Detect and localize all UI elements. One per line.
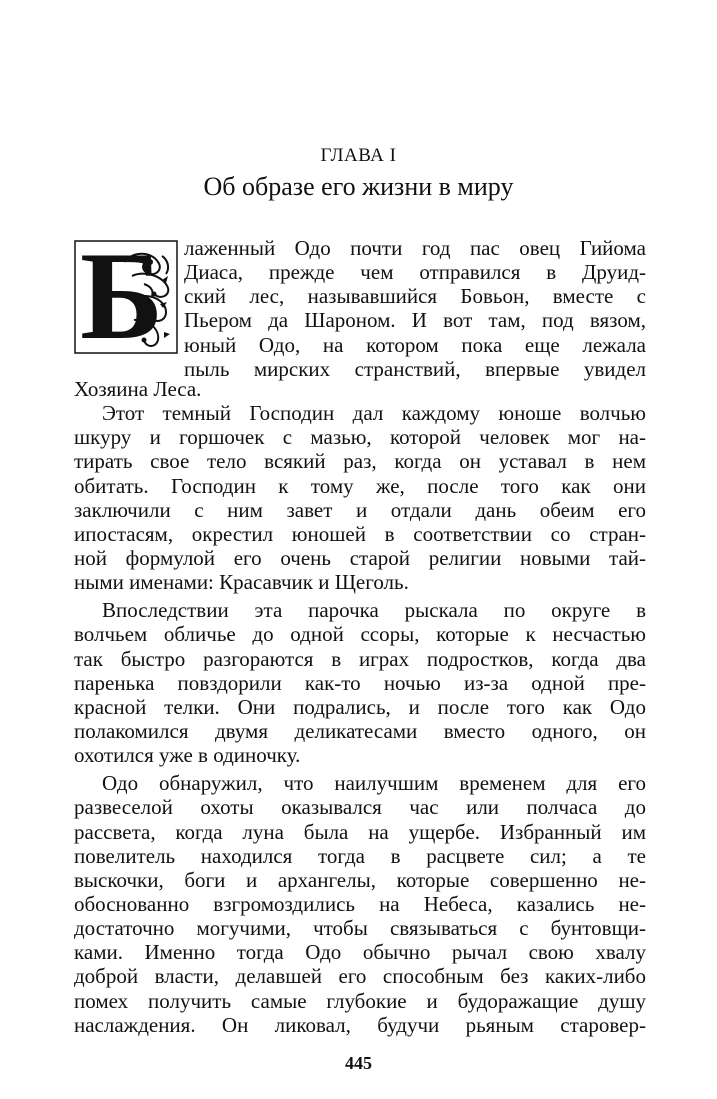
text-line: доброй власти, делавшей его способным без каких-либо — [74, 964, 646, 989]
main-text — [74, 377, 646, 1037]
text-line: достаточно могучими, чтобы связываться с бунтовщи- — [74, 916, 646, 941]
text-line: ками. Именно тогда Одо обычно рычал свою хвалу — [74, 940, 646, 965]
text-line: Пьером да Шароном. И вот там, под вязом, — [184, 308, 646, 333]
text-line: ной формулой его очень старой религии новыми тай- — [74, 545, 646, 570]
text-line: пыль мирских странствий, впервые увидел — [184, 356, 646, 381]
text-line: так быстро разгораются в играх подростков, когда два — [74, 646, 646, 671]
chapter-label: ГЛАВА I — [320, 145, 397, 166]
text-line: юный Одо, на котором пока еще лежала — [184, 332, 646, 357]
text-line: Одо обнаружил, что наилучшим временем для его — [102, 771, 646, 796]
text-line: обитать. Господин к тому же, после того как они — [74, 473, 646, 498]
text-line: волчьем обличье до одной ссоры, которые к несчастью — [74, 622, 646, 647]
text-line: выскочки, боги и архангелы, которые совершенно не- — [74, 867, 646, 892]
text-line: паренька повздорили как-то ночью из-за одной пре- — [74, 670, 646, 695]
text-line: Этот темный Господин дал каждому юноше волчью — [102, 401, 646, 426]
text-line: лаженный Одо почти год пас овец Гийома — [184, 236, 646, 260]
text-line: Впоследствии эта парочка рыскала по округе в — [102, 598, 646, 623]
text-line: полакомился двумя деликатесами вместо одного, он — [74, 718, 646, 743]
text-line: заключили с ним завет и отдали дань обеим его — [74, 497, 646, 522]
page-number: 445 — [345, 1053, 372, 1073]
text-line: ипостасям, окрестил юношей в соответствии со стран- — [74, 521, 646, 546]
text-line: развеселой охоты оказывался час или полчаса до — [74, 795, 646, 820]
text-line: обоснованно взгромоздились на Небеса, казались не- — [74, 891, 646, 916]
text-line: шкуру и горшочек с мазью, которой человек мог на- — [74, 425, 646, 450]
text-line: тирать свое тело всякий раз, когда он уставал в нем — [74, 449, 646, 474]
text-line: помех получить самые глубокие и будоражащие душу — [74, 988, 646, 1013]
paragraph-1-dropcap-lines — [74, 227, 646, 381]
text-line: охотился уже в одиночку. — [74, 743, 301, 768]
text-line: ными именами: Красавчик и Щеголь. — [74, 570, 409, 595]
chapter-title: Об образе его жизни в миру — [203, 172, 514, 201]
text-line: повелитель находился тогда в расцвете сил; а те — [74, 843, 646, 868]
text-line: наслаждения. Он ликовал, будучи рьяным старовер- — [74, 1012, 646, 1037]
text-line: красной телки. Они подрались, и после того как Одо — [74, 694, 646, 719]
text-line: Диаса, прежде чем отправился в Друид- — [184, 260, 646, 285]
dropcap-letter: Б — [80, 227, 164, 366]
text-line: Хозяина Леса. — [74, 377, 202, 401]
text-line: ский лес, называвшийся Бовьон, вместе с — [184, 284, 646, 309]
text-line: рассвета, когда луна была на ущербе. Избранный им — [74, 819, 646, 844]
